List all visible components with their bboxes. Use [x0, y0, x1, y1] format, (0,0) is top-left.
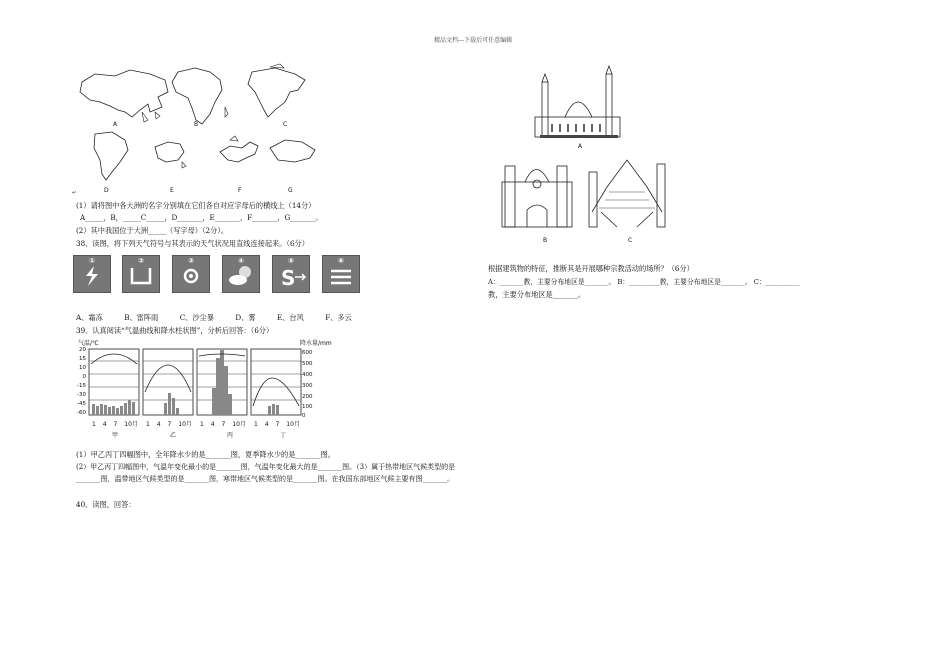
q37-part1: (1）请将图中各大洲的名字分别填在它们各自对应字母后的横线上（14分） [76, 201, 316, 210]
paragraph-mark-icon: ↵ [72, 190, 77, 196]
q37-part1-blanks: A_____，B，_____C_____，D_______，E_______，F_______，G_______。 [80, 213, 323, 222]
continent-label-e: E [170, 187, 174, 194]
option-d: D、雾 [235, 313, 256, 322]
option-e: E、台风 [276, 313, 304, 322]
svg-text:S: S [281, 266, 296, 290]
antarctica-outline [270, 140, 315, 162]
continent-label-a: A [113, 121, 118, 128]
continent-label-b: B [194, 121, 199, 128]
option-f: F、多云 [325, 313, 352, 322]
temp-tick: 20 [79, 347, 86, 353]
temp-tick: 10 [79, 365, 86, 371]
panel-name-jia: 甲 [112, 432, 119, 439]
month-ticks-yi: 1 4 7 10月 [146, 421, 192, 428]
temp-tick: 15 [79, 356, 86, 362]
q39-title: 39、认真阅读“气温曲线和降水柱状图”，分析后回答：（6分） [76, 326, 274, 335]
weather-symbol-6: ⑥ [322, 255, 360, 293]
north-america-outline [248, 68, 305, 117]
q39-question2: (2）甲乙丙丁四幅图中，气温年变化最小的是_______图，气温年变化最大的是_______图。（3）属于热带地区气候类型的是_______图，温带地区气候类型的是_______图，寒带地区气候类型的是_______图。在我国东部地区气候主要有图_______。 [76, 463, 456, 483]
option-c: C、沙尘暴 [179, 313, 214, 322]
month-ticks-ding: 1 4 7 10月 [254, 421, 300, 428]
panel-name-yi: 乙 [170, 432, 177, 439]
q38-title: 38、读图，将下列天气符号与其表示的天气状况用直线连接起来。（6分） [76, 239, 309, 248]
q38-options [76, 313, 352, 323]
weather-symbol-3: ③ [172, 255, 210, 293]
temp-tick: -15 [77, 383, 86, 389]
buildings-answer-line2: 教，主要分布地区是_______。 [488, 290, 586, 299]
climate-panel-bing [197, 349, 247, 415]
temp-tick: -45 [77, 401, 86, 407]
church-temple-illustration [497, 152, 677, 232]
precip-tick: 600 [302, 350, 313, 356]
south-america-outline [94, 132, 128, 180]
building-label-b: B [543, 237, 548, 244]
precip-tick: 200 [302, 394, 313, 400]
continent-label-f: F [238, 187, 242, 194]
q40-title: 40、读图，回答： [76, 500, 136, 509]
precip-tick: 100 [302, 404, 313, 410]
africa-outline [172, 68, 222, 124]
building-label-c: C [628, 237, 633, 244]
weather-symbol-2: ② [122, 255, 160, 293]
continent-label-g: G [288, 187, 293, 194]
continent-label-d: D [104, 187, 109, 194]
temp-tick: -30 [77, 392, 86, 398]
month-ticks-bing: 1 4 7 10月 [200, 421, 246, 428]
panel-name-bing: 丙 [227, 432, 234, 439]
asia-outline [80, 70, 168, 117]
mosque-illustration [530, 62, 630, 142]
buildings-question: 根据建筑物的特征，推断其是开展哪种宗教活动的场所？（6分） [488, 264, 694, 273]
weather-symbol-4: ④ [222, 255, 260, 293]
europe-outline [220, 142, 258, 162]
continent-label-c: C [283, 121, 288, 128]
climate-panel-ding [251, 349, 301, 415]
option-b: B、雷阵雨 [124, 313, 159, 322]
temp-unit-label: 气温/℃ [78, 340, 99, 347]
page-header: 精品文档---下载后可任意编辑 [434, 37, 513, 44]
precip-tick: 0 [302, 413, 306, 419]
precip-tick: 500 [302, 361, 313, 367]
month-ticks-jia: 1 4 7 10月 [92, 421, 138, 428]
climate-panel-jia [89, 349, 139, 415]
weather-symbol-1: ① [73, 255, 111, 293]
oceania-outline [155, 142, 184, 162]
precip-tick: 400 [302, 372, 313, 378]
weather-symbol-5: ⑤ S [272, 255, 310, 293]
climate-panel-yi [143, 349, 193, 415]
climate-panels [88, 348, 302, 418]
panel-name-ding: 丁 [280, 432, 287, 439]
buildings-answer-line1: A：_______教，主要分布地区是_______。 B：_________教，主要分布地区是_______。 C：__________ [488, 278, 800, 286]
building-label-a: A [578, 143, 583, 150]
q37-part2: (2）其中我国位于大洲_____（写字母）（2分）。 [76, 226, 229, 235]
option-a: A、霜冻 [76, 313, 103, 322]
precip-tick: 300 [302, 383, 313, 389]
precip-unit-label: 降水量/mm [300, 340, 332, 347]
temp-tick: -60 [77, 410, 86, 416]
q39-question1: (1）甲乙丙丁四幅图中，全年降水少的是_______图，夏季降水少的是_______图。 [76, 450, 335, 459]
temp-tick: 0 [82, 374, 86, 380]
